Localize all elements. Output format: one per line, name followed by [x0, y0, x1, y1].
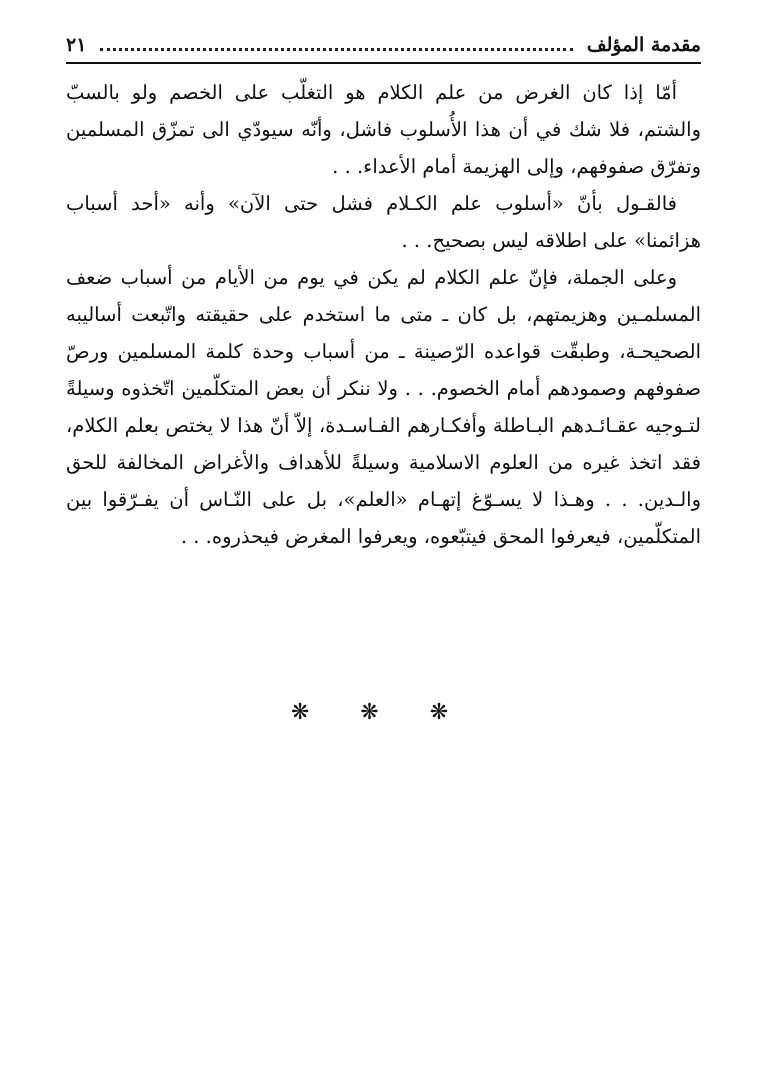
running-head [66, 30, 701, 60]
section-ornament: ❋ ❋ ❋ [290, 700, 471, 725]
page-number: ٢١ [66, 34, 87, 56]
body-text [66, 74, 701, 555]
running-head-title: مقدمة المؤلف [586, 34, 701, 56]
paragraph: أمّا إذا كان الغرض من علم الكلام هو التغلّب على الخصم ولو بالسبّ والشتم، فلا شك في أن هذا الأُسلوب فاشل، وأنّه سيودّي الى تمزّق المسلمين وتفرّق صفوفهم، وإلى الهزيمة أمام الأعداء. . . [66, 81, 701, 178]
header-rule [66, 62, 701, 64]
paragraph: فالقـول بأنّ «أسلوب علم الكـلام فشل حتى الآن» وأنه «أحد أسباب هزائمنا» على اطلاقه ليس بصحيح. . . [66, 192, 701, 252]
dot-leader [100, 48, 573, 51]
paragraph: وعلى الجملة، فإنّ علم الكلام لم يكن في يوم من الأيام من أسباب ضعف المسلمـين وهزيمتهم، بل كان ـ متى ما استخدم على حقيقته واتّبعت أساليبه الصحيحـة، وطبقّت قواعده الرّصينة ـ من أسباب وحدة كلمة المسلمين ورصّ صفوفهم وصمودهم أمام الخصوم. . . ولا ننكر أن بعض المتكلّمين اتّخذوه وسيلةً لتـوجيه عقـائـدهم البـاطلة وأفكـارهم الفـاسـدة، إلاّ أنّ هذا لا يختص بعلم الكلام، فقد اتخذ غيره من العلوم الاسلامية وسيلةً للأهداف والأغراض المخالفة للحق والـدين. . . وهـذا لا يسـوّغ إتهـام «العلم»، بل على النّـاس أن يفـرّقوا بين المتكلّمين، فيعرفوا المحق فيتبّعوه، ويعرفوا المغرض فيحذروه. . . [66, 266, 701, 548]
